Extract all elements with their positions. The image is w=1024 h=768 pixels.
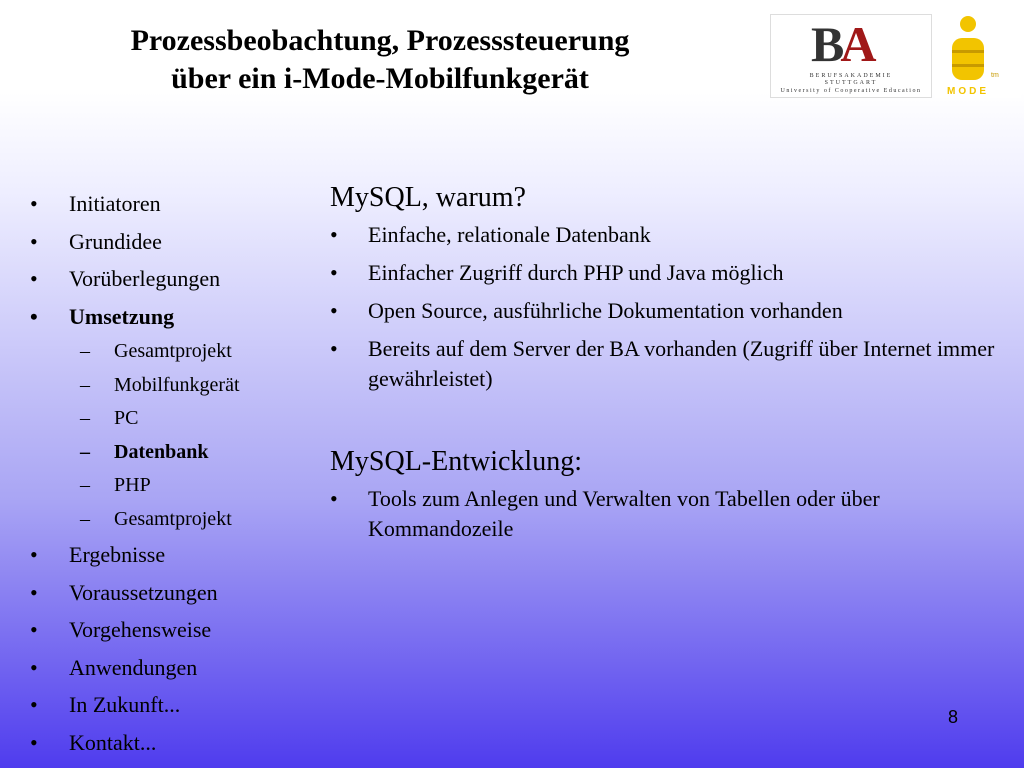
imode-text: MODE [947, 86, 989, 97]
nav-sub-pc [30, 402, 320, 436]
dash-icon: – [80, 440, 90, 463]
bullet-icon: • [30, 303, 38, 329]
ba-logo-line3: University of Cooperative Education [780, 88, 922, 94]
nav-item-label: In Zukunft... [69, 692, 181, 717]
content-bullet-text: Bereits auf dem Server der BA vorhanden (Zugriff über Internet immer gewährleistet) [368, 336, 995, 391]
nav-sub-label: Mobilfunkgerät [114, 373, 240, 396]
ba-logo-b: B [811, 16, 841, 72]
nav-sub-datenbank-current [30, 436, 320, 470]
ba-logo [770, 14, 932, 98]
nav-sub-mobilfunkgeraet [30, 369, 320, 403]
slide-content [330, 176, 1010, 552]
dash-icon: – [80, 407, 90, 429]
page-number: 8 [948, 707, 959, 727]
nav-item-umsetzung-current [30, 298, 320, 336]
bullet-icon: • [30, 617, 38, 642]
nav-sub-gesamtprojekt-2 [30, 503, 320, 537]
nav-item-anwendungen [30, 649, 320, 687]
nav-sub-label: PHP [114, 474, 151, 496]
nav-item-kontakt [30, 724, 320, 762]
nav-item-label: Vorüberlegungen [69, 266, 221, 291]
nav-item-ergebnisse [30, 536, 320, 574]
content-bullet-text: Open Source, ausführliche Dokumentation vorhanden [368, 298, 843, 323]
nav-item-vorgehensweise [30, 611, 320, 649]
dash-icon: – [80, 507, 90, 530]
bullet-icon: • [330, 298, 338, 323]
content-bullet [330, 334, 1010, 394]
slide-title [60, 22, 700, 98]
bullet-icon: • [30, 191, 38, 216]
nav-item-label: Voraussetzungen [69, 579, 218, 605]
dash-icon: – [80, 373, 90, 396]
imode-logo [935, 14, 1021, 98]
nav-item-label: Initiatoren [69, 191, 161, 216]
bullet-icon: • [330, 260, 338, 285]
bullet-icon: • [330, 486, 338, 511]
nav-item-vorueberlegungen [30, 260, 320, 298]
bullet-icon: • [30, 228, 38, 254]
ba-logo-mark [811, 15, 872, 73]
nav-item-grundidee [30, 223, 320, 261]
nav-item-label: Ergebnisse [69, 542, 166, 567]
nav-sub-gesamtprojekt [30, 335, 320, 369]
content-bullet [330, 296, 1010, 326]
section-spacer [330, 402, 1010, 440]
imode-tm: tm [991, 72, 999, 79]
content-bullet-text: Tools zum Anlegen und Verwalten von Tabellen oder über Kommandozeile [368, 486, 880, 541]
nav-sub-label: Gesamtprojekt [114, 507, 232, 530]
nav-sub-php [30, 469, 320, 503]
bullet-icon: • [30, 692, 38, 717]
outline-nav [30, 185, 320, 761]
nav-item-label: Anwendungen [69, 654, 198, 680]
nav-sub-label: PC [114, 407, 139, 429]
nav-item-label: Kontakt... [69, 729, 157, 755]
dash-icon: – [80, 340, 90, 362]
content-bullet-text: Einfacher Zugriff durch PHP und Java möglich [368, 260, 784, 285]
bullet-icon: • [330, 222, 338, 247]
bullet-icon: • [30, 654, 38, 680]
bullet-icon: • [330, 336, 338, 361]
nav-item-label: Vorgehensweise [69, 617, 212, 642]
slide-title-line1: Prozessbeobachtung, Prozesssteuerung [130, 24, 630, 57]
nav-item-initiatoren [30, 185, 320, 223]
nav-sub-label: Datenbank [114, 440, 209, 463]
ba-logo-a: A [840, 16, 873, 72]
bullet-icon: • [30, 542, 38, 567]
slide-title-line2: über ein i-Mode-Mobilfunkgerät [171, 62, 589, 95]
nav-sub-label: Gesamtprojekt [114, 340, 232, 362]
nav-item-voraussetzungen [30, 574, 320, 612]
bullet-icon: • [30, 729, 38, 755]
section-heading-mysql-entwicklung: MySQL-Entwicklung: [330, 446, 582, 477]
content-bullet [330, 258, 1010, 288]
content-bullet [330, 484, 1010, 544]
ba-logo-line2: STUTTGART [824, 80, 878, 86]
nav-item-in-zukunft [30, 686, 320, 724]
dash-icon: – [80, 474, 90, 496]
content-bullet-text: Einfache, relationale Datenbank [368, 222, 651, 247]
nav-item-label: Grundidee [69, 228, 162, 254]
bullet-icon: • [30, 266, 38, 291]
ba-logo-line1: BERUFSAKADEMIE [809, 73, 893, 79]
content-bullet [330, 220, 1010, 250]
section-heading-mysql-warum: MySQL, warum? [330, 182, 526, 213]
nav-item-label: Umsetzung [69, 303, 175, 329]
bullet-icon: • [30, 579, 38, 605]
